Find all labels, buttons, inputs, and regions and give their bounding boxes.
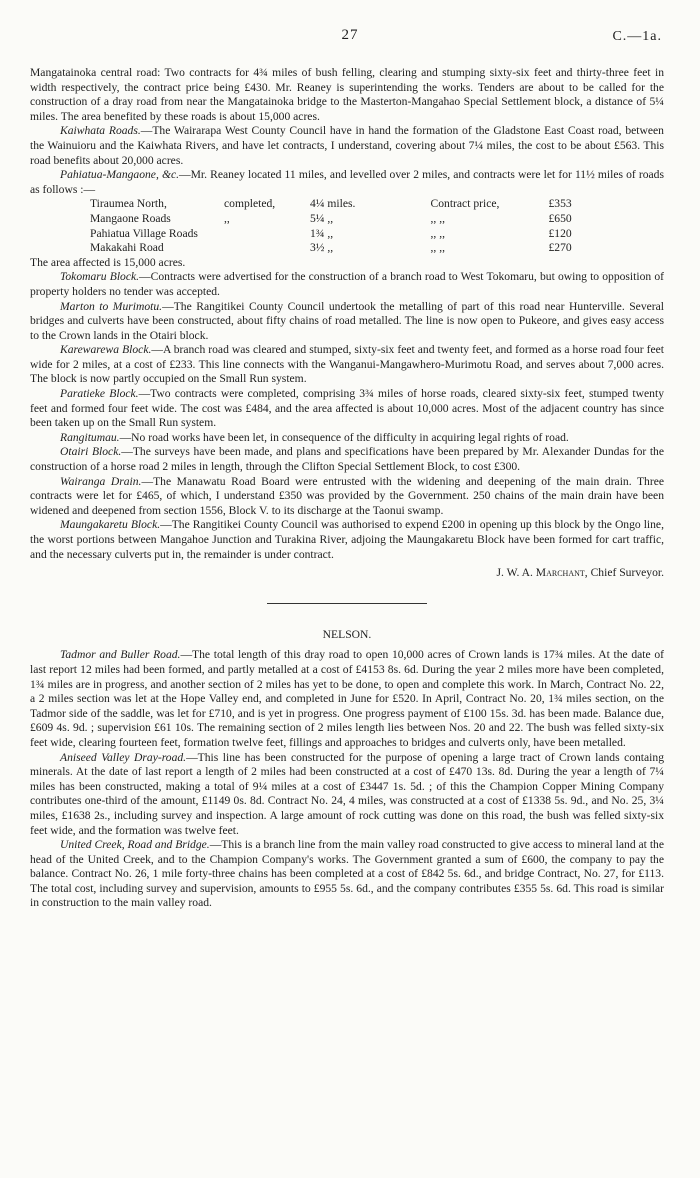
road-status [224,241,310,256]
paragraph-text: —Contracts were advertised for the construction of a branch road to West Tokomaru, but owing to opposition of property holders no tender was accepted. [30,270,664,298]
contracts-table [90,197,610,255]
road-price: £650 [548,211,572,225]
signature: J. W. A. Marchant, Chief Surveyor. [496,566,664,580]
document-reference: C.—1a. [612,29,662,44]
road-miles: 5¼ ,, [310,211,334,225]
paragraph-text: —Two contracts were completed, comprising 3¾ miles of horse roads, cleared sixty-six feet, stumped twenty feet and formed four feet wide. The cost was £484, and the area affected is about 10,000 acres. Most of the adjacent country has since been taken up on the Small Run system. [30,387,664,430]
paragraph-text: —The Rangitikei County Council undertook the metalling of part of this road near Hunterville. Several bridges and culverts have been constructed, about fifty chains of road metalled. The line is now open to Pukeore, and gives easy access to the Crown lands in the Otairi block. [30,299,664,342]
paragraph-title: Aniseed Valley Dray-road. [60,750,187,764]
road-name: Makakahi Road [90,241,164,255]
table-row [90,227,610,242]
paragraph-maungakaretu [30,518,664,562]
price-label: ,, ,, [430,226,445,240]
paragraph-title: Otairi Block. [60,445,122,459]
road-status: completed, [224,197,276,211]
price-label: ,, ,, [430,211,445,225]
road-miles: 3½ ,, [310,241,334,255]
paragraph-text: —The total length of this dray road to open 10,000 acres of Crown lands is 17¾ miles. At the date of last report 12 miles had been formed, and partly metalled at a cost of £4153 8s. 6d. During the year 2 miles more have been completed, 1¾ miles are in progress, and another section of 2 miles has yet to be done, to open and complete this work. In March, Contract No. 22, a 2 miles section was let at the Hope Valley end, and completed in June for £520. In April, Contract No. 20, 1¾ miles section, on the Tadmor side of the saddle, was let for £710, and is yet in progress. One progress payment of £100 15s. 3d. has been made. Balance due, £609 4s. 9d. ; supervision £61 10s. The remaining section of 2 miles length lies between Nos. 20 and 22. The bush was felled sixty-six feet wide, clearing fourteen feet, formation twelve feet, fillings and approaches to bridges and culverts only, have been metalled. [30,648,664,749]
paragraph-marton [30,300,664,344]
paragraph-title: Tokomaru Block. [60,270,140,284]
paragraph-kaiwhata [30,124,664,168]
paragraph-text: —The Wairarapa West County Council have in hand the formation of the Gladstone East Coast road, between the Wainuioru and the Kaiwhata Rivers, and have let contracts, I understand, covering about 7¼ miles, the cost to be about £563. This road benefits about 20,000 acres. [30,124,664,167]
paragraph-karewarewa [30,343,664,387]
paragraph-title: Maungakaretu Block. [60,518,161,532]
paragraph-united-creek [30,838,664,911]
road-price: £120 [548,226,572,240]
paragraph-title: Karewarewa Block. [60,343,152,357]
paragraph-pahiatua [30,168,664,197]
paragraph-rangitumau [30,431,664,446]
page-number: 27 [341,27,359,43]
road-name: Tiraumea North, [90,197,167,211]
paragraph-title: Rangitumau. [60,430,120,444]
area-note: The area affected is 15,000 acres. [30,255,186,269]
table-row [90,241,610,256]
price-label: Contract price, [430,197,500,211]
paragraph-title: Pahiatua-Mangaone, &c. [60,168,180,182]
paragraph-wairanga [30,475,664,519]
paragraph-text: —No road works have been let, in consequence of the difficulty in acquiring legal rights of road. [119,430,569,444]
paragraph-title: United Creek, Road and Bridge. [60,838,210,852]
road-name: Mangaone Roads [90,211,171,225]
paragraph-text: —The surveys have been made, and plans and specifications have been prepared by Mr. Alexander Dundas for the construction of a horse road 2 miles in length, through the Clifton Special Settlement Block, to cost £300. [30,445,664,474]
paragraph-title: Marton to Murimotu. [60,299,163,313]
road-miles: 1¾ ,, [310,226,334,240]
road-miles: 4¼ miles. [310,197,356,211]
paragraph-text: —The Rangitikei County Council was authorised to expend £200 in opening up this block by the Ongo line, the worst portions between Mangahoe Junction and Turakina River, adjoing the Maungakaretu Block have been formed for cart traffic, and the necessary culverts put in, the remainder is under contract. [30,518,664,561]
paragraph-text: —This line has been constructed for the purpose of opening a large tract of Crown lands containg minerals. At the date of last report a length of 2 miles had been constructed at a cost of £470 13s. 8d. During the year a length of 7¼ miles has been constructed, making a total of 9¼ miles at a cost of £3447 1s. 5d. ; of this the Champion Copper Mining Company contributes one-third of the amount, £1149 0s. 8d. Contract No. 24, 4 miles, was constructed at a cost of £1338 5s. 9d., and No. 25, 3¼ miles, £1638 2s., including survey and inspection. A large amount of rock cutting was done on this road, the bush was felled sixty-six feet wide, and the formation was twelve feet. [30,750,664,837]
paragraph-text: —The Manawatu Road Board were entrusted with the widening and deepening of the main drain. Three contracts were let for £465, of which, I understand £350 was provided by the Government. 250 chains of the main drain have been widened and deepened from section 1556, Block V. to its discharge at the Taonui swamp. [30,474,664,517]
paragraph-text: —This is a branch line from the main valley road constructed to give access to mineral land at the head of the United Creek, and to the Champion Company's works. The Government granted a sum of £600, the company to pay the balance. Contract No. 26, 1 mile forty-three chains has been completed at a cost of £842 5s. 6d., and bridge Contract, No. 27, for £113. The total cost, including survey and supervision, amounts to £955 5s. 6d., and the company contributes £355 5s. 6d. This road is similar in construction to the main valley road. [30,838,664,910]
paragraph-tadmor [30,648,664,750]
page-body [30,66,664,911]
road-name: Pahiatua Village Roads [90,226,198,240]
paragraph-title: Wairanga Drain. [60,474,142,488]
paragraph-title: Tadmor and Buller Road. [60,648,181,662]
road-price: £353 [548,197,572,211]
road-status [224,227,310,242]
paragraph-title: Paratieke Block. [60,387,139,401]
price-label: ,, ,, [430,241,445,255]
paragraph-aniseed [30,751,664,839]
section-divider [267,603,427,604]
paragraph-title: Kaiwhata Roads. [60,124,141,138]
paragraph-text: —A branch road was cleared and stumped, sixty-six feet and twenty feet, and formed as a horse road four feet wide for 2 miles, at a cost of £233. This line connects with the Wanganui-Mangawhero-Murimotu Road, and serves about 7,000 acres. The block is now partly occupied on the Small Run system. [30,343,664,386]
paragraph-otairi [30,445,664,474]
table-row [90,197,610,212]
paragraph-mangatainoka: Mangatainoka central road: Two contracts for 4¾ miles of bush felling, clearing and stumping sixty-six feet and thirty-three feet in width respectively, the contract price being £430. Mr. Reaney is superintending the works. Tenders are about to be called for the construction of a dray road from near the Mangatainoka bridge to the Masterton-Mangahao Special Settlement block, a distance of 5¼ miles. The area benefited by these roads is about 15,000 acres. [30,66,664,123]
section-heading-nelson: NELSON. [322,627,372,641]
paragraph-text: —Mr. Reaney located 11 miles, and levelled over 2 miles, and contracts were let for 11½ miles of roads as follows :— [30,168,664,196]
road-price: £270 [548,241,572,255]
road-status: ,, [224,211,230,225]
table-row [90,212,610,227]
paragraph-paratieke [30,387,664,431]
paragraph-tokomaru [30,270,664,299]
